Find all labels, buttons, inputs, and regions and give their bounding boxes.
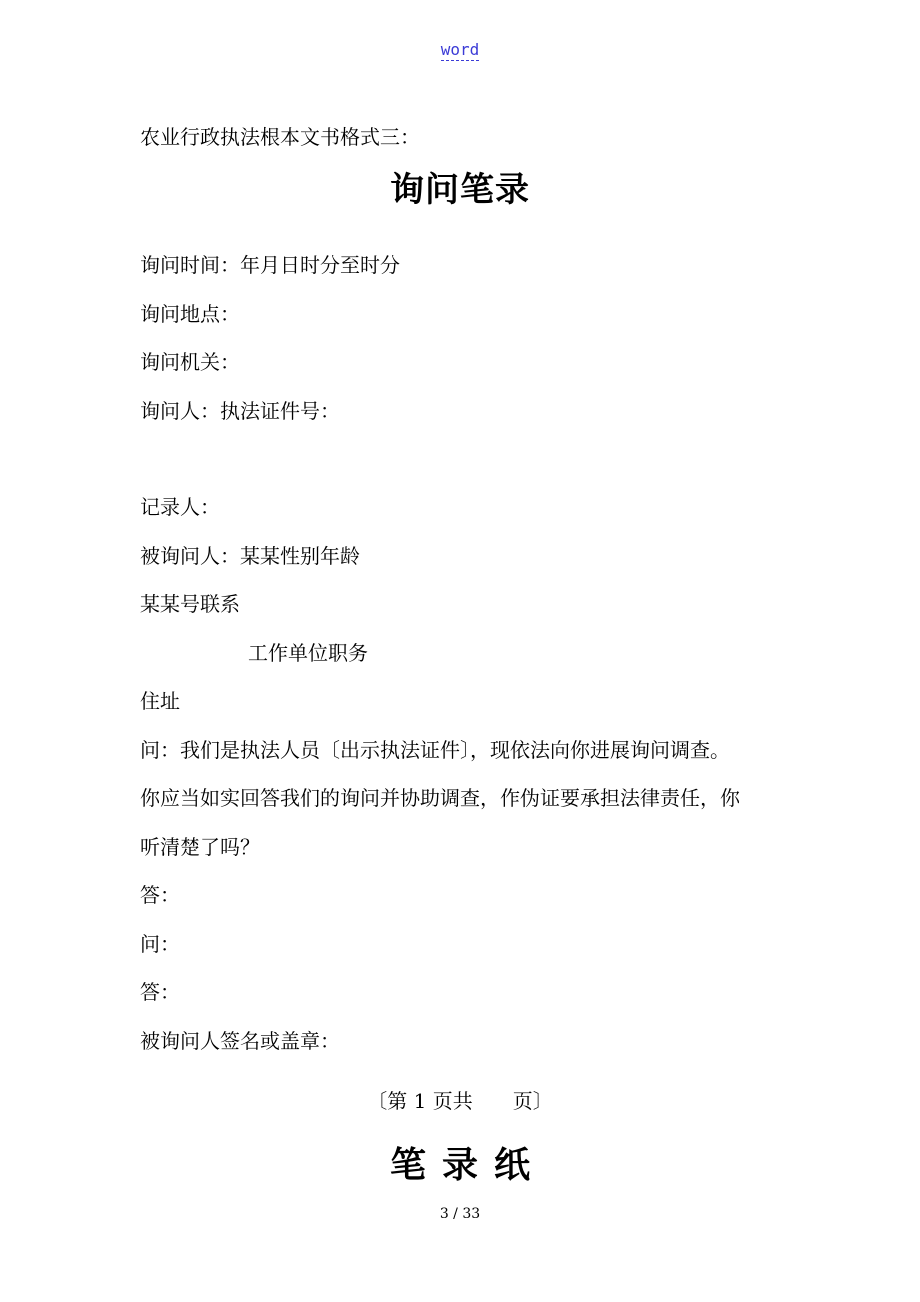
line-inquiry-time: 询问时间：年月日时分至时分 (140, 253, 400, 277)
document-body (140, 118, 800, 1065)
line-inquiry-place: 询问地点： (140, 301, 240, 326)
spacer (140, 211, 800, 241)
line-question-1a: 问：我们是执法人员〔出示执法证件〕，现依法向你进展询问调查。 (140, 737, 730, 762)
spacer (140, 435, 800, 483)
document-intro: 农业行政执法根本文书格式三： (140, 125, 420, 149)
header-word-link[interactable] (0, 40, 920, 59)
line-contact: 某某号联系 (140, 592, 240, 616)
line-inquiry-agency: 询问机关： (140, 350, 240, 374)
document-title: 询问笔录 (390, 170, 530, 210)
line-question-1c: 听清楚了吗？ (140, 834, 260, 859)
line-signature: 被询问人签名或盖章： (140, 1028, 340, 1053)
line-work-unit: 工作单位职务 (248, 640, 368, 665)
word-link-text[interactable]: word (440, 40, 480, 59)
line-question-2: 问： (140, 931, 180, 956)
line-recorder: 记录人： (140, 495, 220, 519)
page-counter: 〔第 1 页共 页〕 (367, 1089, 553, 1113)
line-answer-1: 答： (140, 883, 180, 907)
record-paper-title: 笔录纸 (389, 1145, 546, 1186)
line-address: 住址 (140, 689, 180, 713)
page-number: 3 / 33 (439, 1206, 481, 1222)
line-answer-2: 答： (140, 980, 180, 1004)
line-inquirer: 询问人：执法证件号： (140, 398, 340, 423)
line-question-1b: 你应当如实回答我们的询问并协助调查，作伪证要承担法律责任，你 (140, 786, 740, 810)
line-respondent: 被询问人：某某性别年龄 (140, 543, 360, 568)
